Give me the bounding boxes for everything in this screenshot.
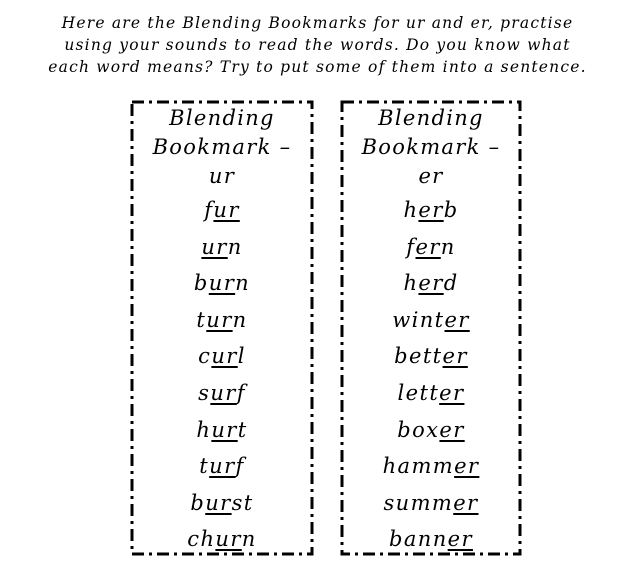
word-sound-segment: er — [454, 454, 480, 479]
word-segment: b — [443, 198, 459, 222]
word-segment: b — [193, 271, 209, 296]
word-sound-segment: er — [442, 344, 468, 369]
word-item — [340, 485, 522, 522]
word-segment: bett — [394, 344, 443, 369]
word-sound-segment: er — [444, 307, 470, 332]
bookmark-title-line-2: Bookmark – — [361, 135, 501, 159]
word-sound-segment: ur — [213, 198, 240, 222]
word-item — [130, 265, 314, 302]
word-segment: bann — [389, 527, 448, 552]
bookmark-title-line-1: Blending — [378, 106, 484, 130]
word-item — [340, 338, 522, 375]
bookmark-er — [340, 100, 522, 556]
word-segment: wint — [392, 307, 445, 332]
bookmark-sound: ur — [208, 164, 236, 188]
bookmark-ur — [130, 100, 314, 556]
word-sound-segment: ur — [211, 344, 238, 369]
word-segment: h — [403, 198, 419, 222]
word-segment: lett — [397, 380, 440, 405]
word-item — [130, 375, 314, 412]
word-item — [130, 485, 314, 522]
word-sound-segment: ur — [205, 490, 232, 515]
word-segment: n — [227, 234, 243, 259]
word-segment: summ — [383, 490, 454, 515]
word-sound-segment: er — [447, 527, 473, 552]
word-sound-segment: er — [439, 417, 465, 442]
word-item — [130, 338, 314, 375]
word-item — [130, 412, 314, 449]
word-sound-segment: ur — [211, 417, 238, 442]
word-segment: n — [235, 271, 251, 296]
word-item — [340, 192, 522, 229]
word-sound-segment: er — [439, 380, 465, 405]
word-segment: l — [237, 344, 246, 369]
word-item — [340, 448, 522, 485]
word-item — [130, 192, 314, 229]
word-sound-segment: ur — [208, 271, 236, 296]
bookmark-title-line-2: Bookmark – — [152, 135, 292, 159]
word-segment: b — [190, 490, 206, 515]
word-sound-segment: er — [418, 271, 444, 296]
bookmark-title — [340, 104, 522, 191]
word-sound-segment: ur — [206, 307, 233, 332]
instructions-text — [10, 12, 625, 78]
word-segment: n — [440, 234, 456, 259]
word-sound-segment: er — [418, 198, 444, 222]
word-item — [340, 412, 522, 449]
word-segment: t — [237, 417, 248, 442]
word-list — [340, 192, 522, 558]
word-segment: f — [235, 454, 245, 479]
word-list — [130, 192, 314, 558]
word-segment: d — [443, 271, 459, 296]
word-segment: st — [231, 490, 254, 515]
bookmark-title — [130, 104, 314, 191]
word-segment: s — [198, 380, 211, 405]
word-item — [130, 521, 314, 558]
instructions-line-3: each word means? Try to put some of them into a sentence. — [48, 58, 587, 76]
word-segment: n — [232, 307, 248, 332]
word-sound-segment: ur — [210, 380, 237, 405]
word-item — [340, 521, 522, 558]
word-segment: ch — [187, 527, 216, 552]
word-item — [340, 302, 522, 339]
word-sound-segment: ur — [209, 454, 236, 479]
instructions-line-2: using your sounds to read the words. Do you know what — [64, 36, 571, 54]
word-item — [130, 448, 314, 485]
word-segment: box — [397, 417, 440, 442]
bookmark-title-line-1: Blending — [169, 106, 275, 130]
bookmark-sound: er — [418, 164, 444, 188]
instructions-line-1: Here are the Blending Bookmarks for ur and er, practise — [61, 14, 574, 32]
word-segment: t — [199, 454, 210, 479]
word-segment: f — [236, 380, 246, 405]
word-sound-segment: er — [453, 490, 479, 515]
word-item — [340, 229, 522, 266]
word-sound-segment: ur — [201, 234, 228, 259]
word-item — [130, 302, 314, 339]
word-segment: hamm — [382, 454, 455, 479]
word-segment: c — [198, 344, 212, 369]
word-sound-segment: er — [415, 234, 441, 259]
word-item — [340, 375, 522, 412]
word-sound-segment: ur — [215, 527, 242, 552]
word-segment: f — [406, 234, 416, 259]
word-item — [340, 265, 522, 302]
word-segment: h — [196, 417, 212, 442]
word-segment: h — [403, 271, 419, 296]
word-segment: t — [196, 307, 207, 332]
word-segment: n — [241, 527, 257, 552]
word-segment: f — [204, 198, 214, 222]
word-item — [130, 229, 314, 266]
